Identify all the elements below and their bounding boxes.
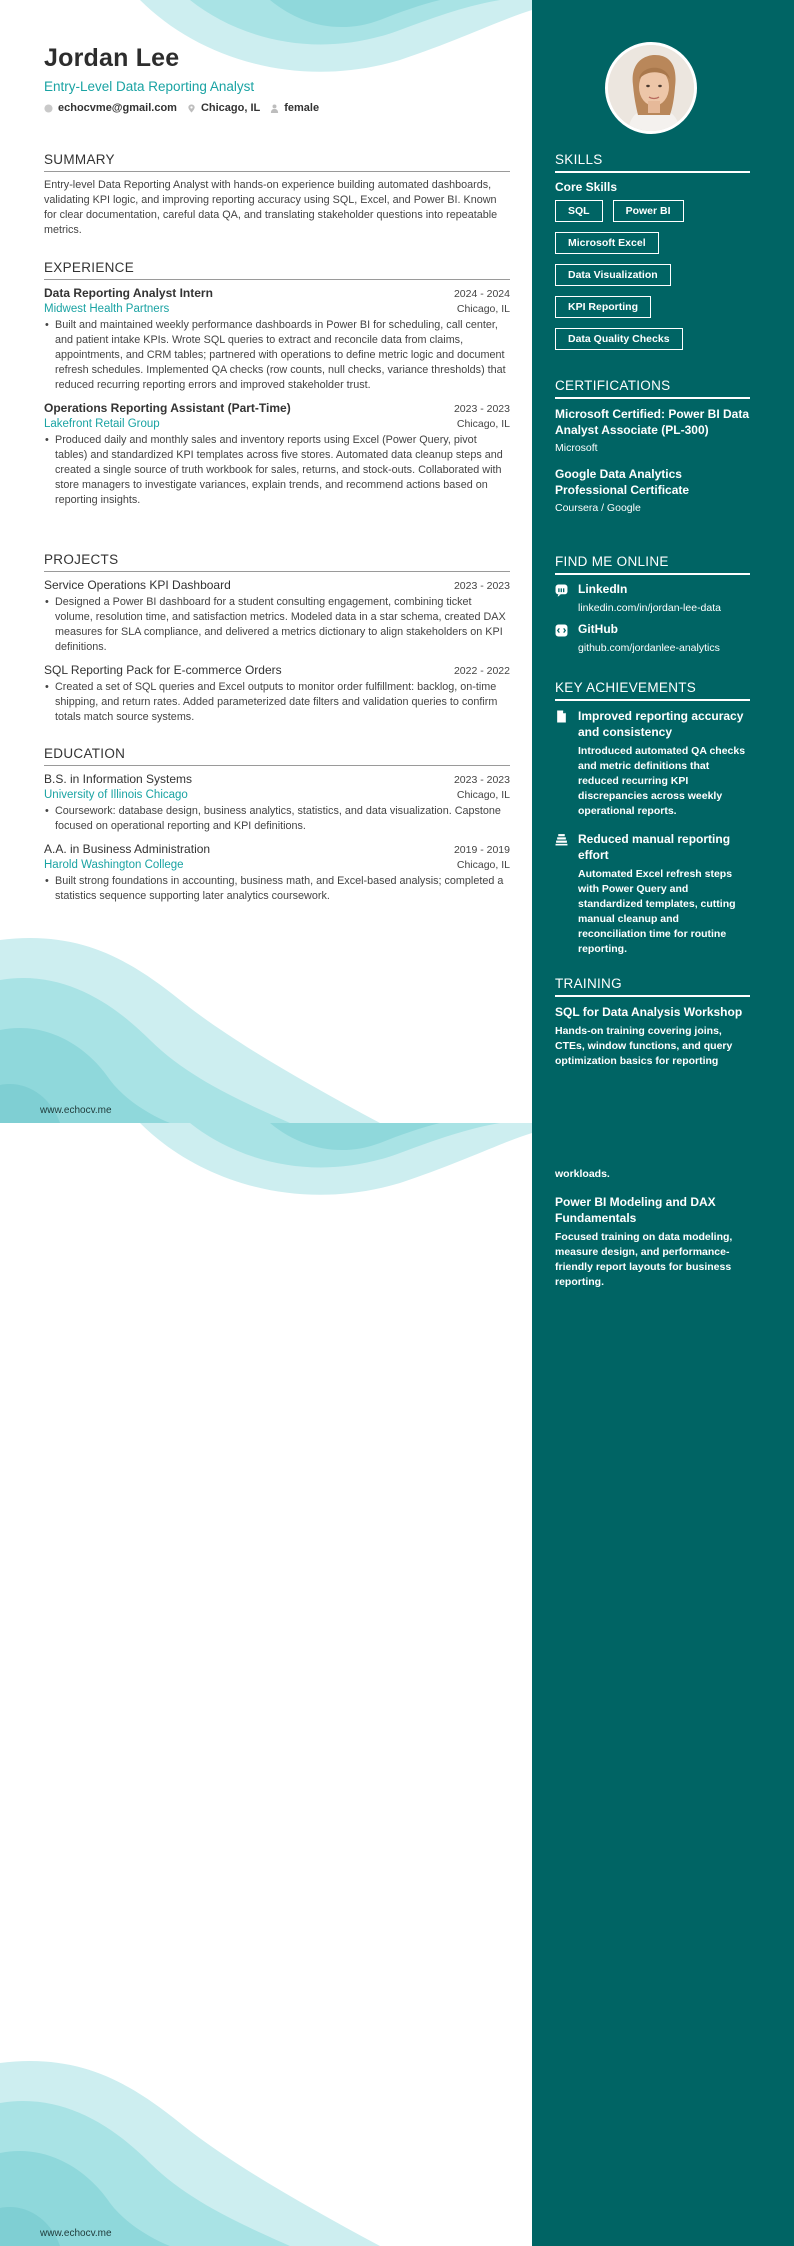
skills-subtitle: Core Skills [555, 180, 618, 194]
skill-chip: KPI Reporting [555, 296, 651, 318]
achievement-title: Improved reporting accuracy and consistency [578, 709, 744, 739]
experience-title: EXPERIENCE [44, 260, 510, 280]
experience-entry [44, 286, 510, 393]
online-title: FIND ME ONLINE [555, 554, 750, 575]
certification-name: Google Data Analytics Professional Certificate [555, 467, 690, 497]
skill-chip: SQL [555, 200, 603, 222]
person-icon [270, 104, 279, 113]
education-entry [44, 772, 510, 834]
experience-section [44, 260, 510, 516]
summary-text: Entry-level Data Reporting Analyst with hands-on experience building automated dashboards, validating KPI logic, and improving reporting accuracy using SQL, Excel, and Power BI. Known for clear documentation, careful data QA, and translating stakeholder questions into repeatable metrics. [44, 179, 498, 236]
degree: B.S. in Information Systems [44, 772, 193, 786]
skill-chips [555, 200, 745, 350]
job-bullet: • Produced daily and monthly sales and inventory reports using Excel (Power Query, pivot tables) and standardized KPI templates across five stores. Automated data cleanup steps and created a single source of truth workbook for sales, returns, and stock-outs. Collaborated with store managers to investigate variances, explain trends, and recommend actions based on reporting insights. [55, 433, 510, 508]
education-title: EDUCATION [44, 746, 510, 766]
employer: Lakefront Retail Group [44, 418, 160, 430]
training-text: Hands-on training covering joins, CTEs, window functions, and query optimization basics for reporting [555, 1025, 733, 1067]
school: Harold Washington College [44, 859, 184, 871]
job-dates: 2023 - 2023 [453, 403, 510, 415]
training-text: Focused training on data modeling, measure design, and performance-friendly report layouts for business reporting. [555, 1231, 733, 1288]
project-entry [44, 663, 510, 725]
job-title: Operations Reporting Assistant (Part-Time) [44, 401, 291, 415]
header [44, 44, 510, 114]
training-section [555, 976, 750, 1069]
project-dates: 2022 - 2022 [453, 665, 510, 677]
contact-email[interactable]: echocvme@gmail.com [44, 102, 177, 114]
school-location: Chicago, IL [456, 789, 510, 801]
contact-row [44, 102, 510, 114]
training-entry [555, 1194, 750, 1290]
projects-section [44, 552, 510, 733]
training-name: SQL for Data Analysis Workshop [555, 1005, 743, 1019]
achievement-entry [555, 708, 750, 819]
training-section-continued [555, 1167, 750, 1290]
skill-chip: Data Visualization [555, 264, 671, 286]
project-bullet: • Designed a Power BI dashboard for a student consulting engagement, combining ticket volume, resolution time, and satisfaction metrics. Modeled data in a star schema, created DAX measures for SLA compliance, and delivered a metrics dictionary to align stakeholders on KPI definitions. [55, 595, 510, 655]
education-entry [44, 842, 510, 904]
contact-location: Chicago, IL [187, 102, 260, 114]
linkedin-icon [555, 584, 568, 597]
achievement-title: Reduced manual reporting effort [578, 832, 731, 862]
education-section [44, 746, 510, 912]
contact-gender: female [270, 102, 319, 114]
education-bullet: • Coursework: database design, business analytics, statistics, and data visualization. Capstone focused on operational reporting and KPI definitions. [55, 804, 510, 834]
github-url[interactable]: github.com/jordanlee-analytics [578, 642, 720, 654]
achievement-text: Automated Excel refresh steps with Power Query and standardized templates, cutting manual cleanup and reconciliation time for routine reporting. [578, 868, 736, 955]
skills-section [555, 152, 750, 350]
job-location: Chicago, IL [456, 418, 510, 430]
job-dates: 2024 - 2024 [453, 288, 510, 300]
decorative-waves [0, 1123, 532, 2246]
achievement-text: Introduced automated QA checks and metric definitions that reduced recurring KPI discrepancies across weekly operational reports. [578, 745, 746, 817]
project-entry [44, 578, 510, 655]
online-link-linkedin[interactable]: LinkedIn linkedin.com/in/jordan-lee-data [555, 582, 750, 614]
online-section [555, 554, 750, 654]
training-title: TRAINING [555, 976, 750, 997]
github-icon [555, 624, 568, 637]
summary-section [44, 152, 510, 238]
education-dates: 2023 - 2023 [453, 774, 510, 786]
project-name: Service Operations KPI Dashboard [44, 578, 231, 592]
certifications-title: CERTIFICATIONS [555, 378, 750, 399]
certification-issuer: Coursera / Google [555, 502, 641, 514]
education-dates: 2019 - 2019 [453, 844, 510, 856]
candidate-headline: Entry-Level Data Reporting Analyst [44, 79, 255, 94]
job-location: Chicago, IL [456, 303, 510, 315]
skill-chip: Data Quality Checks [555, 328, 683, 350]
profile-photo [605, 42, 697, 134]
job-bullet: • Built and maintained weekly performance dashboards in Power BI for scheduling, call center, and patient intake KPIs. Wrote SQL queries to extract and reconcile data from claims, appointments, and CRM tables; partnered with operations to define metric logic and document refresh schedules. Implemented QA checks (row counts, null checks, variance thresholds) that reduced recurring reporting errors and improved stakeholder trust. [55, 318, 510, 393]
education-bullet: • Built strong foundations in accounting, business math, and Excel-based analysis; completed a statistics sequence supporting later analytics coursework. [55, 874, 510, 904]
skill-chip: Microsoft Excel [555, 232, 659, 254]
skill-chip: Power BI [613, 200, 684, 222]
footer-url[interactable]: www.echocv.me [40, 1105, 112, 1116]
employer: Midwest Health Partners [44, 303, 170, 315]
school-location: Chicago, IL [456, 859, 510, 871]
achievement-entry [555, 831, 750, 957]
achievements-section [555, 680, 750, 957]
sidebar-background [532, 1123, 794, 2246]
email-icon [44, 104, 53, 113]
certification-entry [555, 406, 750, 454]
online-link-github[interactable]: GitHub github.com/jordanlee-analytics [555, 622, 750, 654]
stack-icon [555, 833, 568, 846]
training-name: Power BI Modeling and DAX Fundamentals [555, 1195, 716, 1225]
certifications-section [555, 378, 750, 514]
experience-entry [44, 401, 510, 508]
job-title: Data Reporting Analyst Intern [44, 286, 213, 300]
project-name: SQL Reporting Pack for E-commerce Orders [44, 663, 282, 677]
certification-entry [555, 466, 750, 514]
certification-issuer: Microsoft [555, 442, 598, 454]
certification-name: Microsoft Certified: Power BI Data Analyst Associate (PL-300) [555, 407, 750, 437]
location-pin-icon [187, 104, 196, 113]
linkedin-url[interactable]: linkedin.com/in/jordan-lee-data [578, 602, 721, 614]
document-icon [555, 710, 568, 723]
degree: A.A. in Business Administration [44, 842, 211, 856]
project-dates: 2023 - 2023 [453, 580, 510, 592]
summary-title: SUMMARY [44, 152, 510, 172]
skills-title: SKILLS [555, 152, 750, 173]
projects-title: PROJECTS [44, 552, 510, 572]
resume-page-2 [0, 1123, 794, 2246]
footer-url[interactable]: www.echocv.me [40, 2228, 112, 2239]
achievements-title: KEY ACHIEVEMENTS [555, 680, 750, 701]
project-bullet: • Created a set of SQL queries and Excel outputs to monitor order fulfillment: backlog, on-time shipping, and return rates. Added parameterized date filters and validation queries to confirm totals match source systems. [55, 680, 510, 725]
training-text-continued: workloads. [555, 1168, 610, 1180]
school: University of Illinois Chicago [44, 789, 188, 801]
candidate-name: Jordan Lee [44, 44, 180, 72]
